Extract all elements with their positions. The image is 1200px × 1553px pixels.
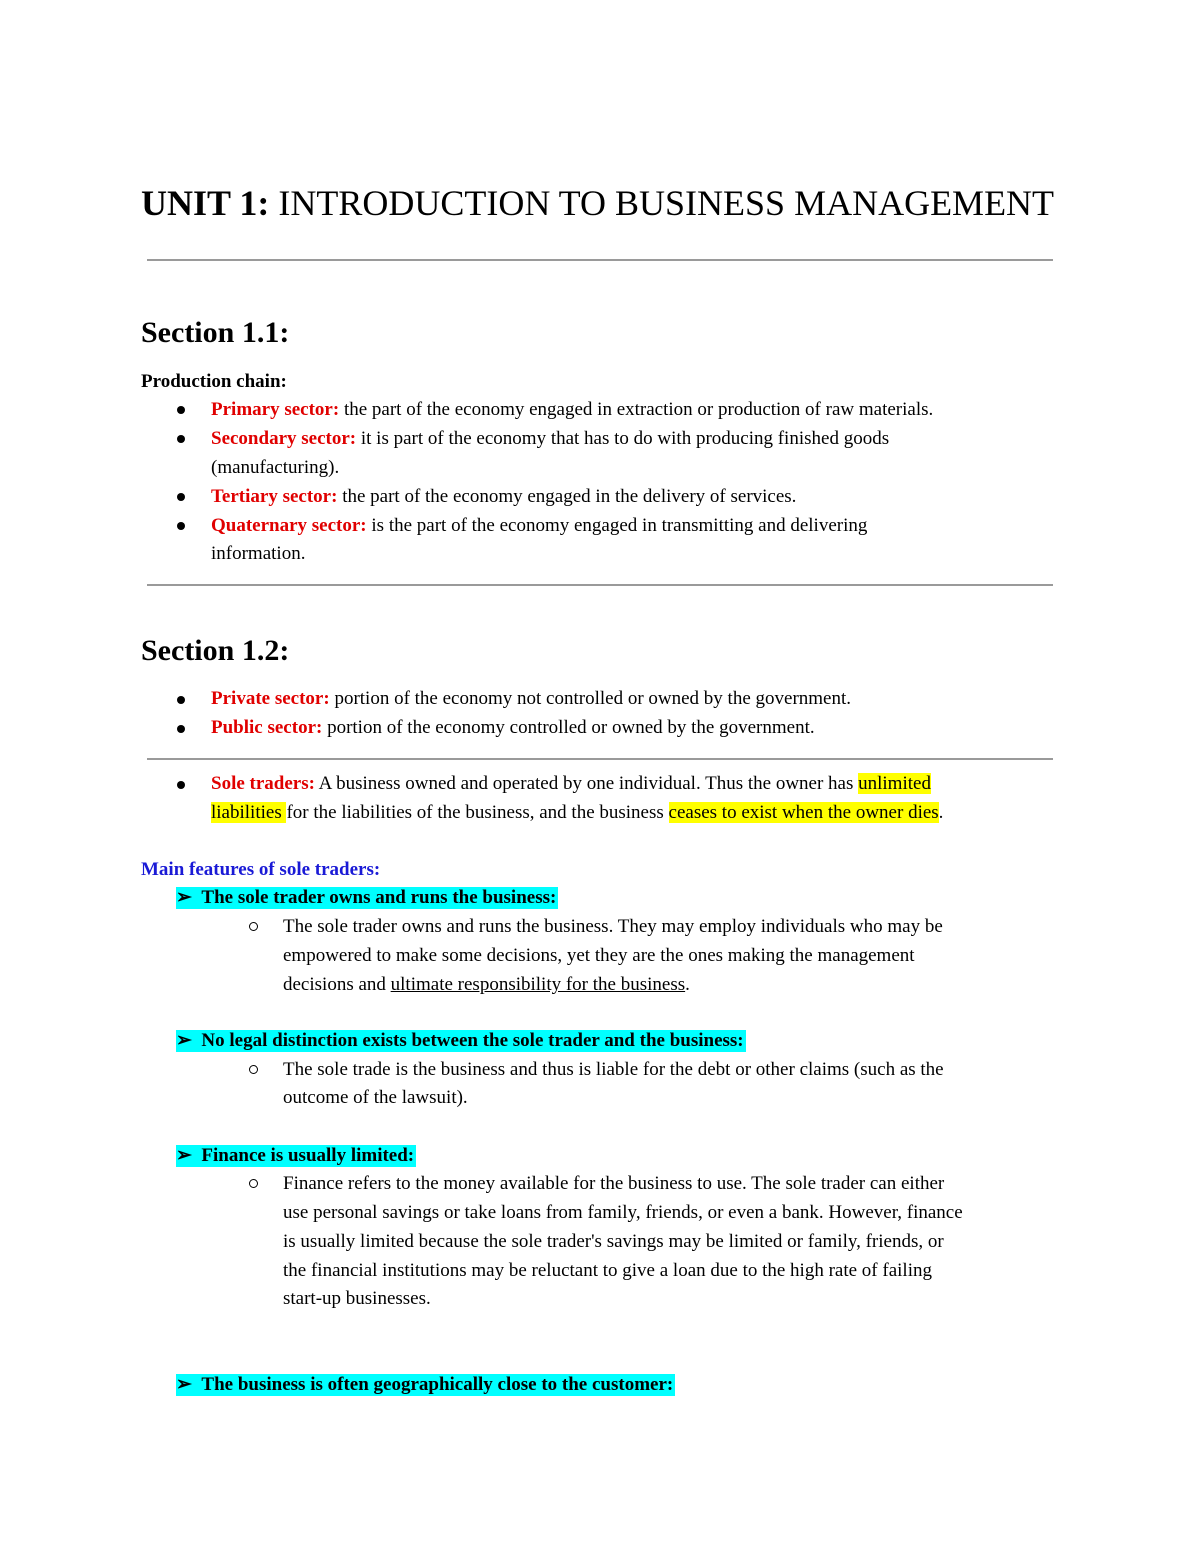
highlighted-text: liabilities	[211, 802, 287, 823]
term: Public sector:	[211, 717, 323, 738]
feature-detail-line: Finance refers to the money available for the business to use. The sole trader can either	[283, 1173, 945, 1194]
definition: it is part of the economy that has to do with producing finished goods	[356, 428, 890, 449]
list-item	[211, 486, 796, 508]
bullet-icon	[177, 493, 185, 501]
list-item-continuation: information.	[211, 543, 306, 564]
production-chain-subheading: Production chain:	[141, 371, 287, 392]
circle-bullet-icon	[249, 922, 258, 931]
definition-text: A business owned and operated by one individual. Thus the owner has	[314, 773, 859, 794]
feature-heading	[176, 1145, 416, 1167]
bullet-icon	[177, 522, 185, 530]
title-text: INTRODUCTION TO BUSINESS MANAGEMENT	[269, 183, 1055, 223]
feature-heading	[176, 1374, 675, 1396]
term: Primary sector:	[211, 399, 340, 420]
arrow-bullet-icon: ➢	[176, 1374, 192, 1395]
feature-heading-text: The business is often geographically close to the customer:	[201, 1374, 674, 1395]
definition: the part of the economy engaged in extraction or production of raw materials.	[339, 399, 934, 420]
feature-heading	[176, 1030, 746, 1052]
feature-heading	[176, 887, 558, 909]
feature-detail-line: outcome of the lawsuit).	[283, 1087, 468, 1108]
document-title	[141, 182, 1054, 224]
period: .	[685, 974, 690, 995]
feature-detail-line: use personal savings or take loans from family, friends, or even a bank. However, finance	[283, 1202, 963, 1223]
title-unit-label: UNIT 1:	[141, 183, 270, 223]
feature-heading-text: Finance is usually limited:	[201, 1145, 415, 1166]
term: Sole traders:	[211, 773, 315, 794]
definition: portion of the economy not controlled or owned by the government.	[329, 688, 852, 709]
term: Secondary sector:	[211, 428, 357, 449]
circle-bullet-icon	[249, 1065, 258, 1074]
definition: portion of the economy controlled or owned by the government.	[322, 717, 815, 738]
feature-detail-line: start-up businesses.	[283, 1288, 431, 1309]
sole-traders-definition	[211, 773, 931, 795]
circle-bullet-icon	[249, 1179, 258, 1188]
bullet-icon	[177, 435, 185, 443]
highlighted-text: unlimited	[858, 773, 931, 794]
arrow-bullet-icon: ➢	[176, 1030, 192, 1051]
term: Quaternary sector:	[211, 515, 367, 536]
feature-detail-line: The sole trader owns and runs the business. They may employ individuals who may be	[283, 916, 943, 937]
definition: is the part of the economy engaged in transmitting and delivering	[366, 515, 868, 536]
bullet-icon	[177, 696, 185, 704]
sole-traders-definition-continued	[211, 802, 943, 824]
period: .	[938, 802, 944, 823]
feature-detail-line: empowered to make some decisions, yet they are the ones making the management	[283, 945, 915, 966]
horizontal-rule	[147, 758, 1053, 760]
list-item	[211, 399, 933, 421]
feature-detail-line: is usually limited because the sole trader's savings may be limited or family, friends, or	[283, 1231, 944, 1252]
definition: the part of the economy engaged in the delivery of services.	[337, 486, 797, 507]
detail-text: decisions and	[283, 974, 391, 995]
list-item	[211, 688, 851, 710]
feature-heading-text: The sole trader owns and runs the business:	[201, 887, 557, 908]
definition-text: for the liabilities of the business, and the business	[286, 802, 669, 823]
arrow-bullet-icon: ➢	[176, 1145, 192, 1166]
feature-detail-line: the financial institutions may be reluctant to give a loan due to the high rate of failing	[283, 1260, 932, 1281]
feature-detail-line: The sole trade is the business and thus is liable for the debt or other claims (such as the	[283, 1059, 944, 1080]
list-item	[211, 717, 815, 739]
list-item-continuation: (manufacturing).	[211, 457, 340, 478]
section-1-1-heading: Section 1.1:	[141, 316, 290, 349]
bullet-icon	[177, 406, 185, 414]
highlighted-text: ceases to exist when the owner dies	[668, 802, 939, 823]
main-features-heading: Main features of sole traders:	[141, 859, 381, 880]
feature-detail-line	[283, 974, 690, 996]
bullet-icon	[177, 725, 185, 733]
term: Private sector:	[211, 688, 330, 709]
term: Tertiary sector:	[211, 486, 338, 507]
underlined-text: ultimate responsibility for the business	[390, 974, 686, 995]
list-item	[211, 515, 867, 537]
list-item	[211, 428, 889, 450]
feature-heading-text: No legal distinction exists between the sole trader and the business:	[201, 1030, 744, 1051]
section-1-2-heading: Section 1.2:	[141, 634, 290, 667]
arrow-bullet-icon: ➢	[176, 887, 192, 908]
horizontal-rule	[147, 259, 1053, 261]
horizontal-rule	[147, 584, 1053, 586]
bullet-icon	[177, 781, 185, 789]
